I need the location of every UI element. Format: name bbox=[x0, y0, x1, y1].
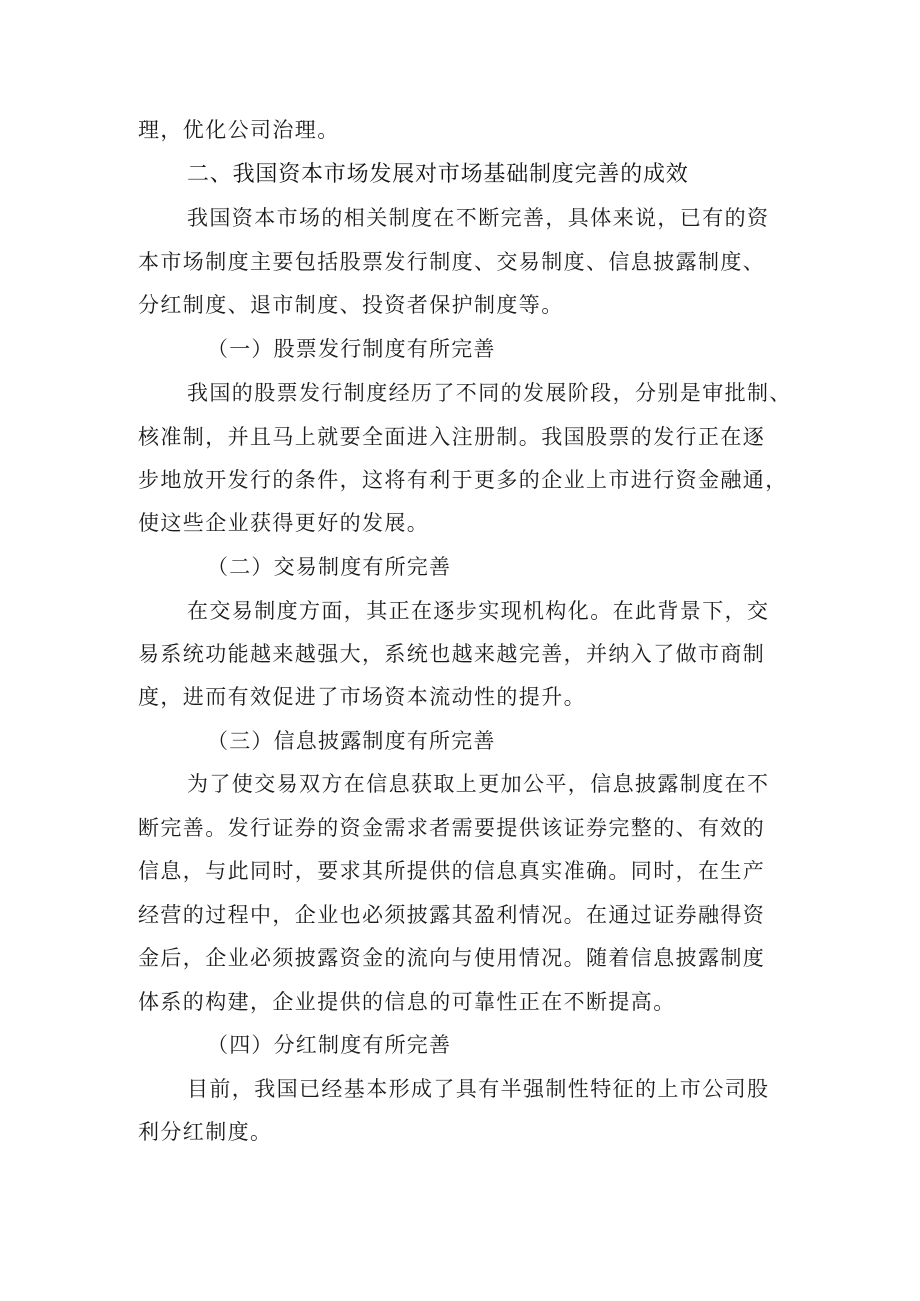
paragraph-line: 易系统功能越来越强大，系统也越来越完善，并纳入了做市商制 bbox=[138, 642, 766, 666]
paragraph-line: 使这些企业获得更好的发展。 bbox=[138, 511, 430, 535]
paragraph-line: 金后，企业必须披露资金的流向与使用情况。随着信息披露制度 bbox=[138, 946, 766, 970]
paragraph-line: 分红制度、退市制度、投资者保护制度等。 bbox=[138, 293, 564, 317]
subsection-heading: （三）信息披露制度有所完善 bbox=[207, 729, 496, 753]
paragraph-line: 为了使交易双方在信息获取上更加公平，信息披露制度在不 bbox=[187, 772, 770, 796]
paragraph-line: 体系的构建，企业提供的信息的可靠性正在不断提高。 bbox=[138, 990, 676, 1014]
paragraph-line: 信息，与此同时，要求其所提供的信息真实准确。同时，在生产 bbox=[138, 859, 766, 883]
paragraph-line: 我国资本市场的相关制度在不断完善，具体来说，已有的资 bbox=[187, 206, 770, 230]
paragraph-continuation-line: 理，优化公司治理。 bbox=[138, 118, 340, 142]
section-heading: 二、我国资本市场发展对市场基础制度完善的成效 bbox=[187, 162, 689, 187]
subsection-heading: （一）股票发行制度有所完善 bbox=[207, 337, 496, 361]
paragraph-line: 度，进而有效促进了市场资本流动性的提升。 bbox=[138, 685, 586, 709]
paragraph-line: 本市场制度主要包括股票发行制度、交易制度、信息披露制度、 bbox=[138, 250, 766, 274]
paragraph-line: 目前，我国已经基本形成了具有半强制性特征的上市公司股 bbox=[187, 1077, 770, 1101]
paragraph-line: 经营的过程中，企业也必须披露其盈利情况。在通过证券融得资 bbox=[138, 903, 766, 927]
paragraph-line: 步地放开发行的条件，这将有利于更多的企业上市进行资金融通， bbox=[138, 468, 788, 492]
subsection-heading: （二）交易制度有所完善 bbox=[207, 555, 452, 579]
paragraph-line: 在交易制度方面，其正在逐步实现机构化。在此背景下，交 bbox=[187, 599, 770, 623]
paragraph-line: 我国的股票发行制度经历了不同的发展阶段，分别是审批制、 bbox=[187, 381, 792, 405]
paragraph-line: 核准制，并且马上就要全面进入注册制。我国股票的发行正在逐 bbox=[138, 425, 766, 449]
paragraph-line: 利分红制度。 bbox=[138, 1120, 273, 1144]
subsection-heading: （四）分红制度有所完善 bbox=[207, 1033, 452, 1057]
paragraph-line: 断完善。发行证券的资金需求者需要提供该证券完整的、有效的 bbox=[138, 816, 766, 840]
